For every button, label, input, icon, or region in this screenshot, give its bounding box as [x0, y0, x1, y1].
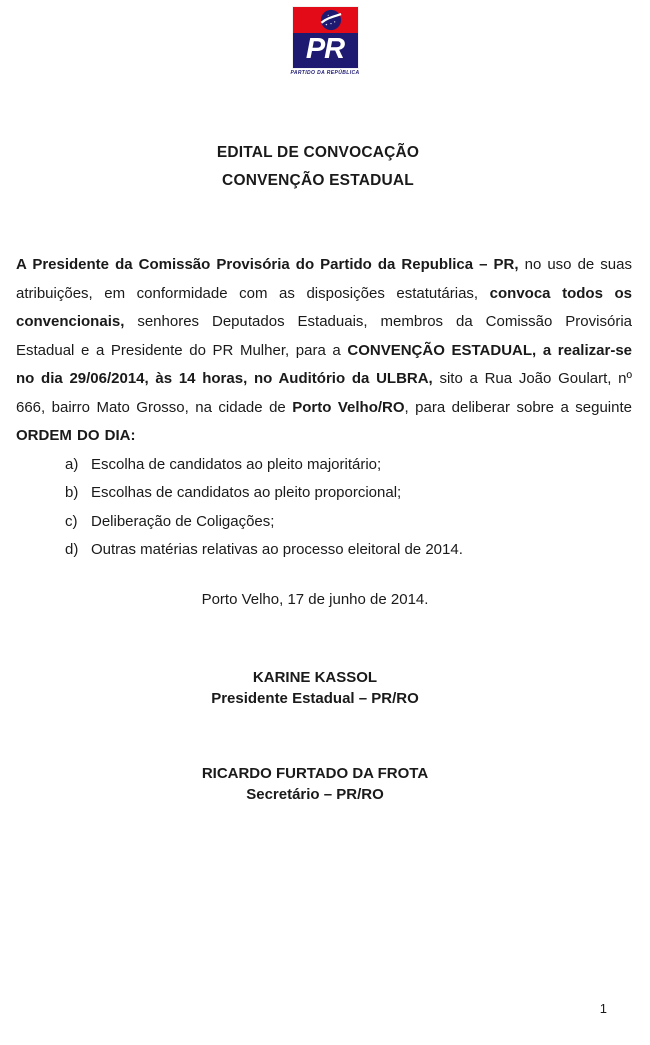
text-segment: sito a Rua João Goulart, nº 666, bairro Mato Grosso, na cidade de	[16, 370, 632, 416]
text-segment: convoca todos os convencionais,	[16, 284, 632, 330]
text-segment: Porto Velho/RO	[292, 398, 405, 416]
agenda-list	[16, 451, 632, 565]
globe-icon	[320, 9, 342, 31]
signature-name: KARINE KASSOL	[252, 669, 378, 686]
party-logo	[0, 7, 650, 76]
logo-caption: PARTIDO DA REPÚBLICA	[290, 70, 360, 76]
signature-block-president	[0, 667, 630, 709]
text-segment: senhores Deputados Estaduais, membros da Comissão Provisória Estadual e a Presidente do PR Mulher, para a	[16, 313, 632, 359]
agenda-text: Outras matérias relativas ao processo eleitoral de 2014.	[91, 541, 463, 558]
text-segment: , para deliberar sobre a seguinte	[404, 398, 632, 416]
page-number: 1	[599, 1001, 607, 1016]
agenda-marker: c)	[65, 512, 78, 530]
text-segment: no uso de suas atribuições, em conformidade com as disposições estatutárias,	[16, 256, 632, 302]
text-segment: CONVENÇÃO ESTADUAL, a realizar-se no dia 29/06/2014, às 14 horas, no Auditório da ULBRA,	[16, 341, 632, 387]
agenda-text: Deliberação de Coligações;	[91, 512, 275, 530]
text-segment: ORDEM DO DIA:	[16, 427, 136, 444]
body-paragraph	[16, 251, 632, 451]
document-title	[16, 139, 620, 195]
dateline: Porto Velho, 17 de junho de 2014.	[201, 591, 429, 608]
agenda-text: Escolhas de candidatos ao pleito proporcional;	[91, 484, 402, 501]
signature-role: Presidente Estadual – PR/RO	[211, 690, 419, 707]
agenda-item-d	[16, 536, 632, 565]
agenda-item-c	[16, 508, 632, 537]
signature-block-secretary	[0, 763, 630, 805]
agenda-text: Escolha de candidatos ao pleito majoritário;	[91, 455, 382, 473]
title-line-2: CONVENÇÃO ESTADUAL	[222, 172, 414, 189]
agenda-marker: a)	[65, 455, 79, 473]
agenda-item-a	[16, 451, 632, 480]
title-line-1: EDITAL DE CONVOCAÇÃO	[216, 144, 420, 161]
signature-role: Secretário – PR/RO	[246, 786, 384, 803]
logo-navy-band	[293, 33, 358, 68]
document-body	[16, 251, 632, 565]
agenda-marker: b)	[65, 484, 79, 501]
pr-logo-box	[293, 7, 358, 68]
signature-name: RICARDO FURTADO DA FROTA	[201, 765, 429, 782]
logo-red-band	[293, 7, 358, 33]
pr-monogram: PR	[305, 33, 345, 65]
agenda-marker: d)	[65, 541, 79, 558]
agenda-item-b	[16, 479, 632, 508]
text-segment: A Presidente da Comissão Provisória do Partido da Republica – PR,	[16, 256, 525, 273]
